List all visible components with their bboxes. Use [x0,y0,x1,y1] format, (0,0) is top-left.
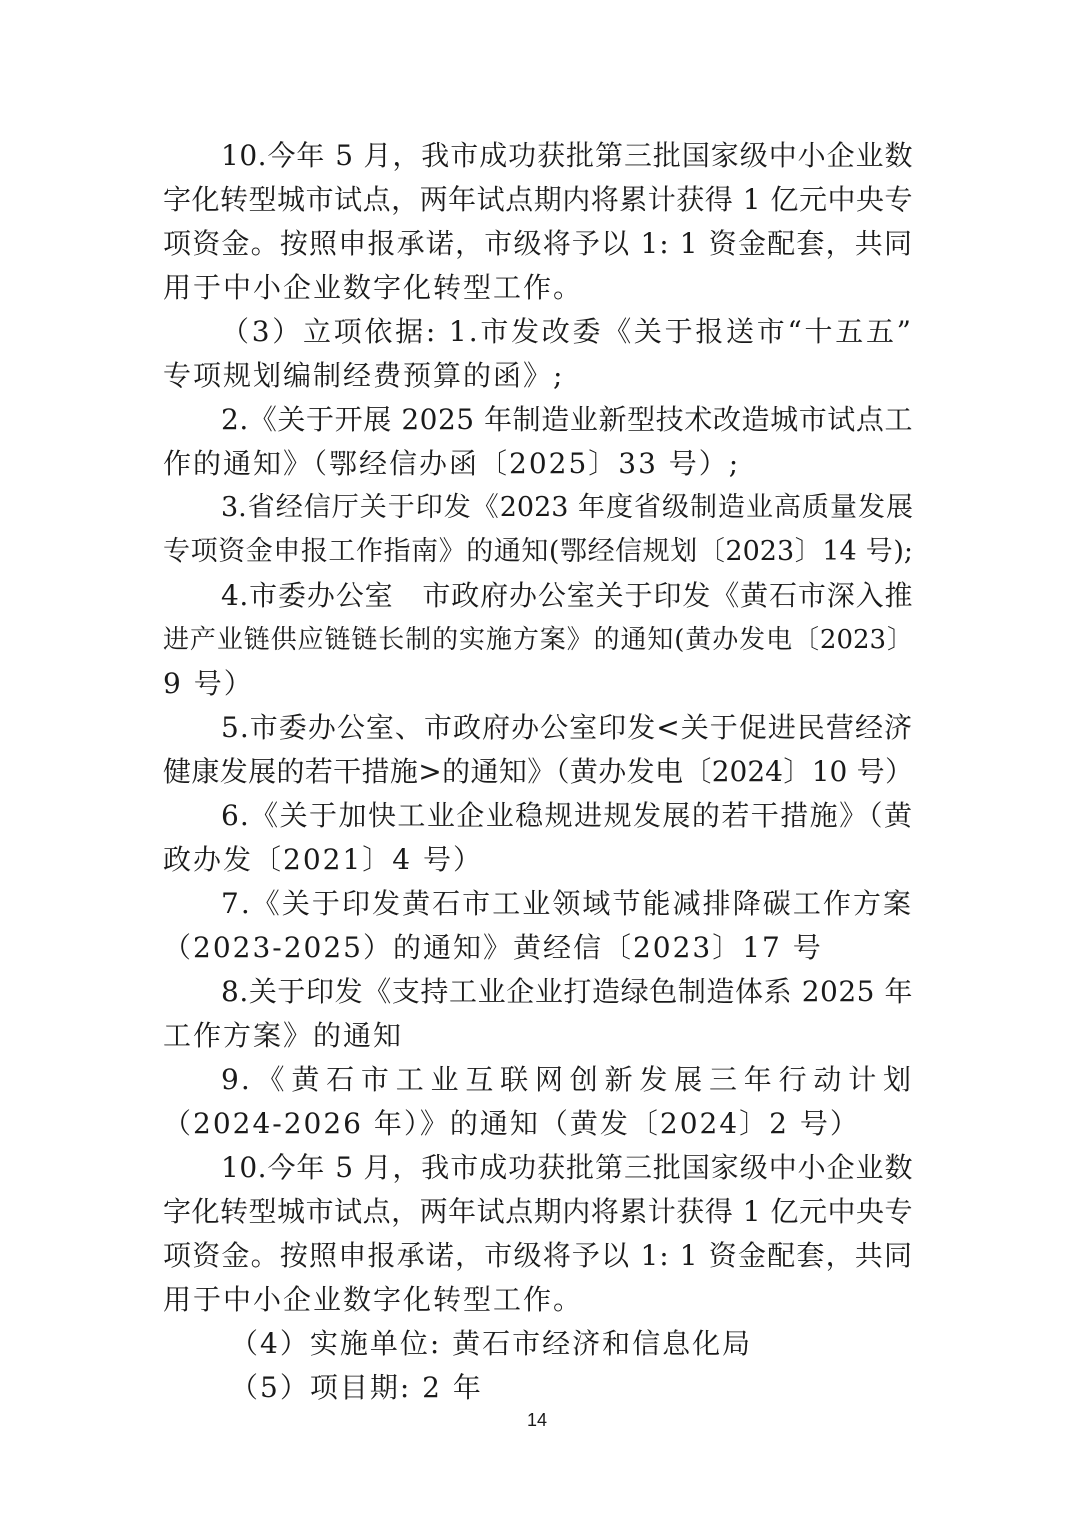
text-line: 5.市委办公室、市政府办公室印发<关于促进民营经济 [221,711,913,744]
text-line: （2024-2026 年）》的通知（黄发〔2024〕2 号） [163,1107,860,1140]
text-line: 8.关于印发《支持工业企业打造绿色制造体系 2025 年 [221,975,913,1008]
text-line: （5）项目期: 2 年 [230,1371,483,1404]
text-line: 字化转型城市试点，两年试点期内将累计获得 1 亿元中央专 [163,1195,913,1228]
text-line: 健康发展的若干措施>的通知》（黄办发电〔2024〕10 号） [163,755,913,788]
text-line: 项资金。按照申报承诺，市级将予以 1: 1 资金配套，共同 [163,227,913,260]
text-line: 政办发〔2021〕4 号） [163,843,483,876]
text-line: 9.《黄石市工业互联网创新发展三年行动计划 [221,1063,913,1096]
text-line: 用于中小企业数字化转型工作。 [163,271,584,304]
text-line: 字化转型城市试点，两年试点期内将累计获得 1 亿元中央专 [163,183,913,216]
text-line: （2023-2025）的通知》黄经信〔2023〕17 号 [163,931,823,964]
text-line: 作的通知》（鄂经信办函〔2025〕33 号）; [163,447,741,480]
text-line: 6.《关于加快工业企业稳规进规发展的若干措施》（黄 [221,799,913,832]
text-line: 用于中小企业数字化转型工作。 [163,1283,584,1316]
text-line: 9 号） [163,667,254,700]
text-line: （3）立项依据: 1.市发改委《关于报送市“十五五” [221,315,913,348]
text-line: （4）实施单位: 黄石市经济和信息化局 [230,1327,753,1360]
text-line: 专项规划编制经费预算的函》; [163,359,565,392]
text-line: 3.省经信厅关于印发《2023 年度省级制造业高质量发展 [221,492,913,523]
text-line: 工作方案》的通知 [163,1019,404,1052]
text-line: 4.市委办公室 市政府办公室关于印发《黄石市深入推 [221,579,913,612]
text-line: 项资金。按照申报承诺，市级将予以 1: 1 资金配套，共同 [163,1239,913,1272]
page-number: 14 [526,1410,548,1430]
text-line: 进产业链供应链链长制的实施方案》的通知(黄办发电〔2023〕 [163,625,913,655]
text-line: 2.《关于开展 2025 年制造业新型技术改造城市试点工 [221,403,913,436]
text-line: 10.今年 5 月，我市成功获批第三批国家级中小企业数 [221,1151,913,1184]
text-line: 7.《关于印发黄石市工业领域节能减排降碳工作方案 [221,887,913,920]
text-line: 专项资金申报工作指南》的通知(鄂经信规划〔2023〕14 号); [163,536,913,567]
text-line: 10.今年 5 月，我市成功获批第三批国家级中小企业数 [221,139,913,172]
